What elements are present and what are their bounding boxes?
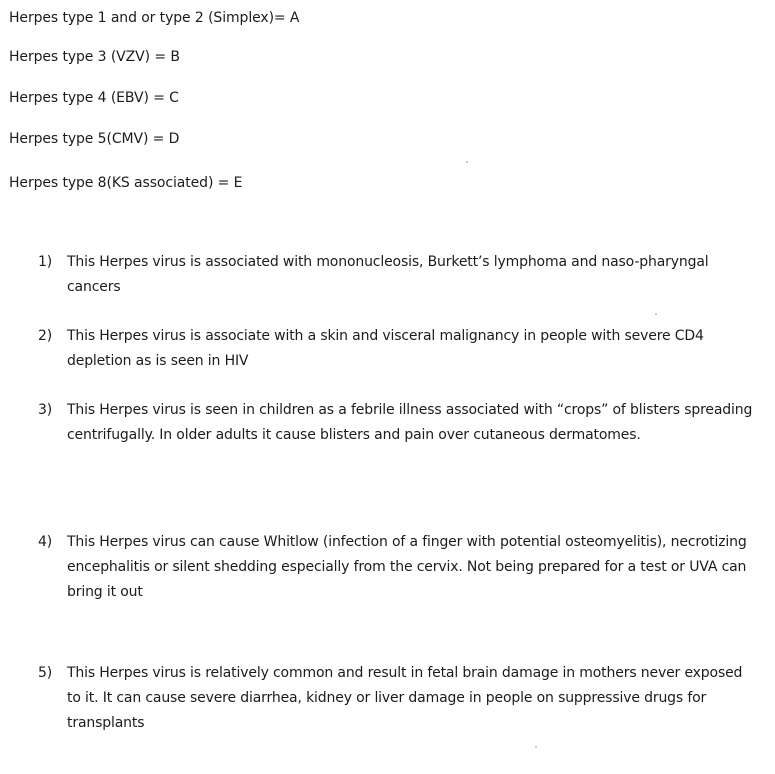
question-4 xyxy=(38,530,758,605)
question-text: This Herpes virus can cause Whitlow (infection of a finger with potential osteomyelitis), necrotizing encephalitis or silent shedding especially from the cervix. Not being prepared for a test or UVA can bring it out xyxy=(67,534,747,600)
answer-key-line-a: Herpes type 1 and or type 2 (Simplex)= A xyxy=(9,10,300,26)
question-number: 4) xyxy=(38,534,53,550)
question-1 xyxy=(38,250,758,300)
scan-speck xyxy=(535,746,537,748)
answer-key-line-b: Herpes type 3 (VZV) = B xyxy=(9,49,180,65)
question-2 xyxy=(38,324,758,374)
question-text: This Herpes virus is relatively common and result in fetal brain damage in mothers never exposed to it. It can cause severe diarrhea, kidney or liver damage in people on suppressive drugs for transplants xyxy=(67,665,743,731)
question-5 xyxy=(38,661,758,736)
question-number: 3) xyxy=(38,402,53,418)
answer-key-line-e: Herpes type 8(KS associated) = E xyxy=(9,175,243,191)
question-text: This Herpes virus is associate with a skin and visceral malignancy in people with severe CD4 depletion as is seen in HIV xyxy=(67,328,704,369)
question-number: 2) xyxy=(38,328,53,344)
question-number: 5) xyxy=(38,665,53,681)
question-text: This Herpes virus is seen in children as a febrile illness associated with “crops” of blisters spreading centrifugally. In older adults it cause blisters and pain over cutaneous dermatomes. xyxy=(67,402,753,443)
question-3 xyxy=(38,398,758,448)
answer-key-line-d: Herpes type 5(CMV) = D xyxy=(9,131,180,147)
question-number: 1) xyxy=(38,254,53,270)
scan-speck xyxy=(466,161,468,163)
scan-speck xyxy=(655,313,657,315)
answer-key-line-c: Herpes type 4 (EBV) = C xyxy=(9,90,179,106)
question-text: This Herpes virus is associated with mononucleosis, Burkett’s lymphoma and naso-pharyngal cancers xyxy=(67,254,709,295)
